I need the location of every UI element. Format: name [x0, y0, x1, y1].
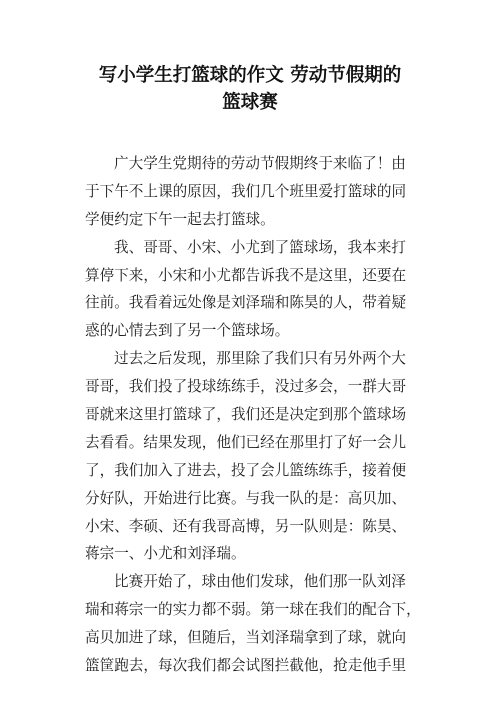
text-line: 比赛开始了，球由他们发球，他们那一队刘泽: [114, 573, 406, 591]
paragraph: [85, 150, 423, 234]
title-line: 篮球赛: [222, 92, 278, 113]
text-line: 学便约定下午一起去打篮球。: [85, 210, 275, 228]
text-line: 小宋、李硕、还有我哥高博，另一队则是：陈昊、: [85, 517, 407, 535]
paragraph: [85, 234, 423, 346]
article-body: [85, 150, 423, 680]
text-line: 过去之后发现，那里除了我们只有另外两个大: [114, 350, 406, 368]
text-line: 篮筐跑去，每次我们都会试图拦截他，抢走他手里: [85, 657, 407, 675]
text-line: 了，我们加入了进去，投了会儿篮练练手，接着便: [85, 461, 407, 479]
text-line: 惑的心情去到了另一个篮球场。: [85, 322, 290, 340]
text-line: 蒋宗一、小尤和刘泽瑞。: [85, 545, 246, 563]
text-line: 分好队，开始进行比赛。与我一队的是：高贝加、: [85, 489, 407, 507]
text-line: 哥哥，我们投了投球练练手，没过多会，一群大哥: [85, 378, 407, 396]
text-line: 算停下来，小宋和小尤都告诉我不是这里，还要在: [85, 266, 407, 284]
paragraph: [85, 345, 423, 568]
text-line: 于下午不上课的原因，我们几个班里爱打篮球的同: [85, 182, 407, 200]
paragraph: [85, 568, 423, 680]
text-line: 往前。我看着远处像是刘泽瑞和陈昊的人，带着疑: [85, 294, 407, 312]
text-line: 我、哥哥、小宋、小尤到了篮球场，我本来打: [114, 238, 406, 256]
text-line: 高贝加进了球，但随后，当刘泽瑞拿到了球，就向: [85, 629, 407, 647]
text-line: 去看看。结果发现，他们已经在那里打了好一会儿: [85, 433, 407, 451]
text-line: 瑞和蒋宗一的实力都不弱。第一球在我们的配合下，: [85, 601, 421, 619]
title-line: 写小学生打篮球的作文 劳动节假期的: [98, 65, 402, 86]
text-line: 哥就来这里打篮球了，我们还是决定到那个篮球场: [85, 406, 407, 424]
text-line: 广大学生党期待的劳动节假期终于来临了！由: [114, 155, 406, 172]
page-title: [60, 62, 440, 116]
